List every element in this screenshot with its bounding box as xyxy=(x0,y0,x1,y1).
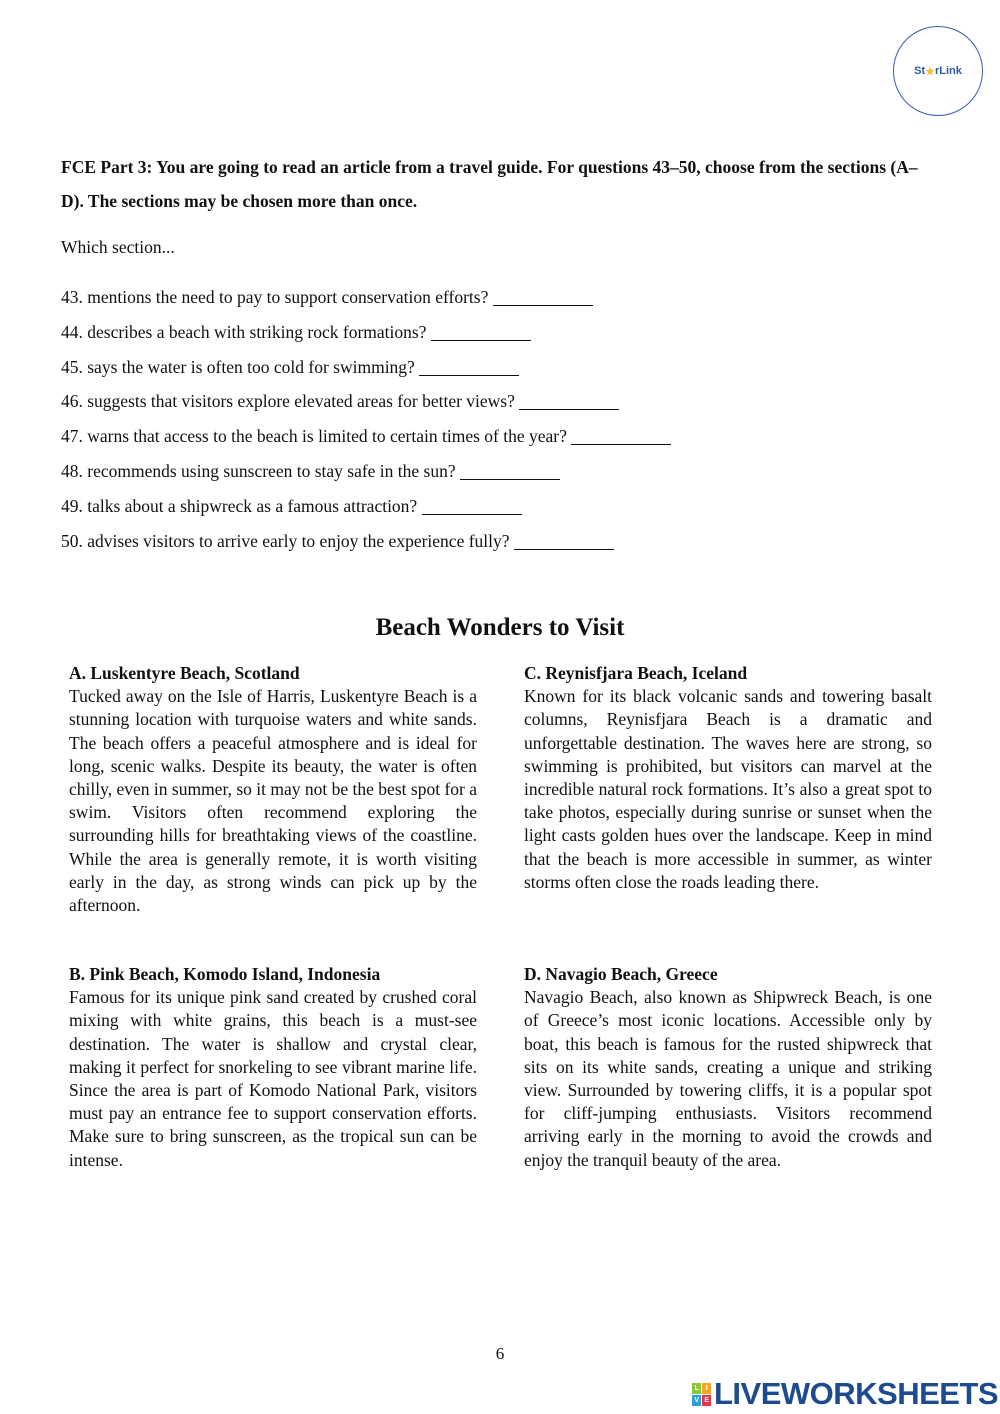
question-text: 44. describes a beach with striking rock formations? xyxy=(61,321,427,342)
question-text: 50. advises visitors to arrive early to enjoy the experience fully? xyxy=(61,530,510,551)
block: E xyxy=(702,1395,711,1406)
block: L xyxy=(692,1383,701,1394)
instructions: FCE Part 3: You are going to read an article from a travel guide. For questions 43–50, choose from the sections (A–D). The sections may be chosen more than once. xyxy=(61,157,918,211)
star-icon: ★ xyxy=(925,65,935,78)
question xyxy=(61,494,671,529)
section-heading: A. Luskentyre Beach, Scotland xyxy=(69,663,300,683)
section-a xyxy=(69,662,477,917)
section-heading: B. Pink Beach, Komodo Island, Indonesia xyxy=(69,964,381,984)
question xyxy=(61,389,671,424)
section-heading: D. Navagio Beach, Greece xyxy=(524,964,718,984)
section-text: Navagio Beach, also known as Shipwreck Beach, is one of Greece’s most iconic locations. Accessible only by boat, this beach is famous for the rusted shipwreck that sits on its white sands, creating a unique and striking view. Surrounded by towering cliffs, it is a popular spot for cliff-jumping enthusiasts. Visitors recommend arriving early in the morning to avoid the crowds and enjoy the tranquil beauty of the area. xyxy=(524,987,932,1170)
liveworksheets-logo xyxy=(692,1376,998,1412)
answer-input-43[interactable] xyxy=(493,289,593,306)
question xyxy=(61,459,671,494)
answer-input-47[interactable] xyxy=(571,428,671,445)
answer-input-44[interactable] xyxy=(431,324,531,341)
question-list xyxy=(61,285,671,563)
prompt: Which section... xyxy=(61,237,175,257)
question xyxy=(61,355,671,390)
question-text: 49. talks about a shipwreck as a famous attraction? xyxy=(61,495,418,516)
question-text: 43. mentions the need to pay to support conservation efforts? xyxy=(61,287,489,307)
starlink-logo xyxy=(893,26,983,116)
question xyxy=(61,320,671,355)
page-number: 6 xyxy=(495,1344,505,1363)
question xyxy=(61,285,671,320)
logo-text: St xyxy=(914,65,926,77)
question-text: 45. says the water is often too cold for swimming? xyxy=(61,356,415,377)
section-d xyxy=(524,963,932,1172)
brand-wordmark: LIVEWORKSHEETS xyxy=(714,1376,999,1411)
article-title: Beach Wonders to Visit xyxy=(375,614,625,641)
question xyxy=(61,424,671,459)
question-text: 47. warns that access to the beach is limited to certain times of the year? xyxy=(61,426,567,447)
question xyxy=(61,529,671,564)
question-text: 46. suggests that visitors explore elevated areas for better views? xyxy=(61,391,515,412)
answer-input-49[interactable] xyxy=(422,498,522,515)
section-c xyxy=(524,662,932,894)
block: I xyxy=(702,1383,711,1394)
section-text: Known for its black volcanic sands and towering basalt columns, Reynisfjara Beach is a dramatic and unforgettable destination. The waves here are strong, so swimming is prohibited, but visitors can marvel at the incredible natural rock formations. It’s also a great spot to take photos, especially during sunrise or sunset when the light casts golden hues over the landscape. Keep in mind that the beach is more accessible in summer, as winter storms often close the roads leading there. xyxy=(524,686,932,892)
live-blocks-icon xyxy=(692,1383,711,1406)
section-text: Tucked away on the Isle of Harris, Luskentyre Beach is a stunning location with turquoise waters and white sands. The beach offers a peaceful atmosphere and is ideal for long, scenic walks. Despite its beauty, the water is often chilly, even in summer, so it may not be the best spot for a swim. Visitors often recommend exploring the surrounding hills for breathtaking views of the coastline. While the area is generally remote, it is worth visiting early in the day, as strong winds can pick up by the afternoon. xyxy=(69,686,477,916)
section-text: Famous for its unique pink sand created by crushed coral mixing with white grains, this beach is a must-see destination. The water is shallow and crystal clear, making it perfect for snorkeling to see vibrant marine life. Since the area is part of Komodo National Park, visitors must pay an entrance fee to support conservation efforts. Make sure to bring sunscreen, as the tropical sun can be intense. xyxy=(69,987,477,1170)
answer-input-46[interactable] xyxy=(519,393,619,410)
answer-input-45[interactable] xyxy=(419,359,519,376)
answer-input-48[interactable] xyxy=(460,463,560,480)
section-b xyxy=(69,963,477,1172)
block: V xyxy=(692,1395,701,1406)
question-text: 48. recommends using sunscreen to stay safe in the sun? xyxy=(61,460,456,481)
answer-input-50[interactable] xyxy=(514,533,614,550)
logo-text: rLink xyxy=(934,65,962,77)
section-heading: C. Reynisfjara Beach, Iceland xyxy=(524,663,748,683)
